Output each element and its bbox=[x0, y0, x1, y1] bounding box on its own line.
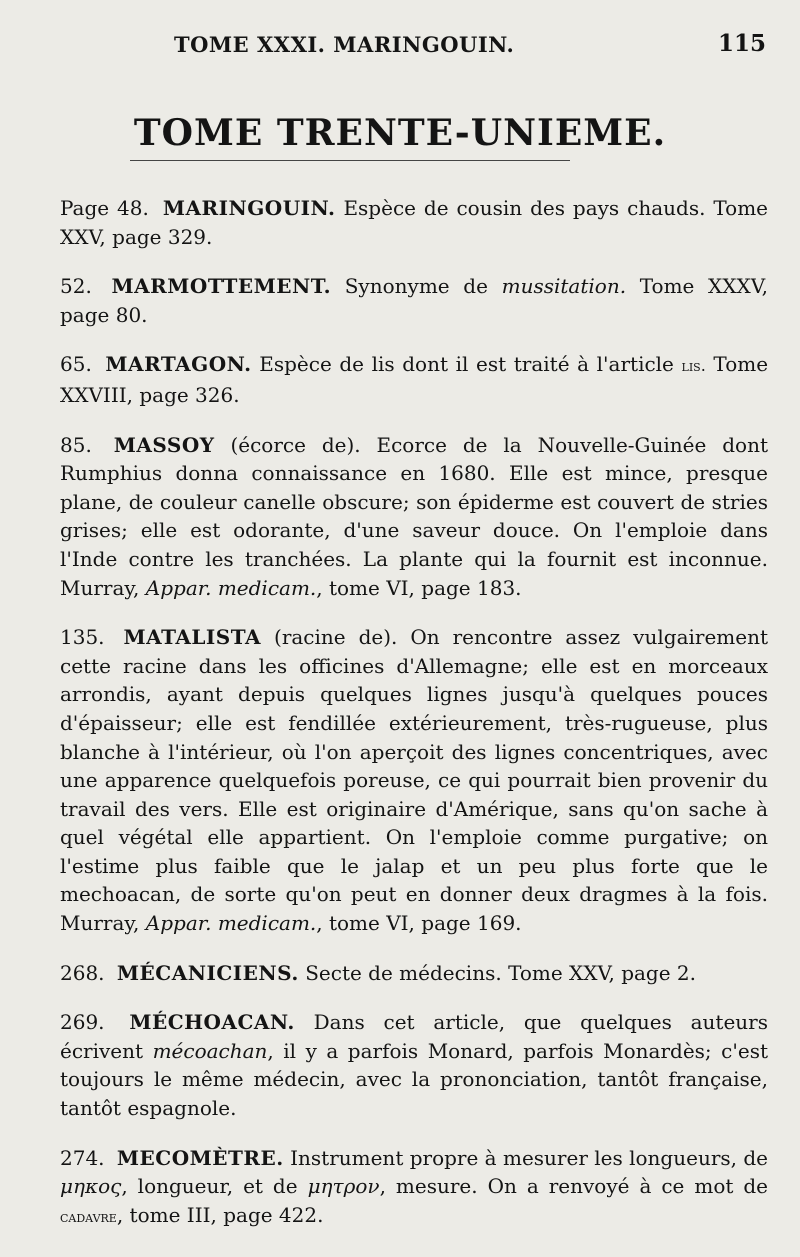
entry-page-ref: 274. bbox=[60, 1145, 105, 1170]
entry-term: MARTAGON. bbox=[105, 352, 252, 377]
entry-text-cont: , mesure. On a renvoyé à ce mot de bbox=[379, 1174, 769, 1199]
entry-smallcaps-ref: cadavre bbox=[60, 1206, 117, 1226]
entry-text-cont: , tome VI, page 183. bbox=[316, 575, 522, 600]
entry-matalista bbox=[40, 623, 768, 938]
entry-italic-citation: Appar. medicam. bbox=[145, 911, 317, 936]
entry-term: MARINGOUIN. bbox=[162, 196, 336, 220]
entry-massoy bbox=[40, 431, 768, 603]
entry-mecometre bbox=[40, 1144, 768, 1232]
entry-page-ref: Page 48. bbox=[60, 196, 149, 220]
entry-text-cont: Tome XXVIII, page 326. bbox=[60, 352, 769, 407]
entry-italic-term: mussitation. bbox=[501, 274, 627, 299]
entry-page-ref: 268. bbox=[60, 960, 105, 985]
entry-text-cont: Tome XXXV, page 80. bbox=[60, 274, 769, 327]
entry-text: Espèce de cousin des pays chauds. Tome XXV, page 329. bbox=[60, 196, 769, 249]
entry-text: Espèce de lis dont il est traité à l'article bbox=[259, 352, 674, 377]
entries-list bbox=[40, 194, 768, 1252]
entry-greek-word: μηκος bbox=[60, 1174, 122, 1199]
entry-text: (racine de). On rencontre assez vulgairement cette racine dans les officines d'Allemagne; elle est en morceaux arrondis, ayant depuis quelques lignes jusqu'à quelques pouces d'épaisseur; elle est fendillée extérieurement, très-rugueuse, plus blanche à l'intérieur, où l'on aperçoit des lignes concentriques, avec une apparence quelquefois poreuse, ce qui pourrait bien provenir du travail des vers. Elle est originaire d'Amérique, sans qu'on sache à quel végétal elle appartient. On l'emploie comme purgative; on l'estime plus faible que le jalap et un peu plus forte que le mechoacan, de sorte qu'on peut en donner deux dragmes à la fois. Murray, bbox=[60, 625, 768, 936]
section-heading: TOME TRENTE-UNIEME. bbox=[133, 112, 667, 154]
heading-rule bbox=[130, 160, 570, 161]
entry-term: MECOMÈTRE. bbox=[116, 1145, 284, 1170]
entry-italic-term: mécoachan bbox=[152, 1038, 268, 1063]
entry-italic-citation: Appar. medicam. bbox=[145, 575, 317, 600]
entry-text-cont: , longueur, et de bbox=[121, 1174, 298, 1199]
page-number: 115 bbox=[717, 30, 766, 57]
entry-page-ref: 269. bbox=[60, 1010, 105, 1035]
entry-text: Dans cet article, que quelques auteurs écrivent bbox=[60, 1010, 769, 1063]
entry-martagon bbox=[40, 350, 768, 409]
entry-text-cont: , tome III, page 422. bbox=[116, 1202, 324, 1227]
entry-marmottement bbox=[40, 272, 768, 329]
entry-mechoacan bbox=[40, 1008, 768, 1122]
entry-page-ref: 135. bbox=[60, 625, 105, 650]
entry-term: MÉCHOACAN. bbox=[129, 1010, 295, 1035]
entry-maringouin bbox=[40, 194, 768, 251]
entry-text-cont: , tome VI, page 169. bbox=[316, 911, 522, 936]
entry-term: MATALISTA bbox=[123, 625, 262, 650]
entry-greek-word: μητρον bbox=[307, 1174, 380, 1199]
entry-page-ref: 85. bbox=[60, 432, 92, 457]
running-head-title: TOME XXXI. MARINGOUIN. bbox=[174, 32, 515, 57]
entry-text: Secte de médecins. Tome XXV, page 2. bbox=[305, 960, 696, 985]
entry-text: Instrument propre à mesurer les longueurs, de bbox=[290, 1145, 769, 1170]
entry-text: (écorce de). Ecorce de la Nouvelle-Guinée dont Rumphius donna connaissance en 1680. Elle est mince, presque plane, de couleur canelle obscure; son épiderme est couvert de stries grises; elle est odorante, d'une saveur douce. On l'emploie dans l'Inde contre les tranchées. La plante qui la fournit est inconnue. Murray, bbox=[60, 432, 769, 600]
entry-page-ref: 65. bbox=[60, 352, 92, 377]
entry-smallcaps-ref: lis. bbox=[681, 356, 706, 376]
running-head bbox=[38, 30, 770, 62]
entry-page-ref: 52. bbox=[60, 274, 92, 299]
entry-term: MÉCANICIENS. bbox=[116, 960, 299, 985]
entry-term: MASSOY bbox=[113, 432, 215, 457]
entry-text-cont: , il y a parfois Monard, parfois Monardès; c'est toujours le même médecin, avec la prononciation, tantôt française, tantôt espagnole. bbox=[60, 1038, 769, 1121]
entry-text: Synonyme de bbox=[344, 274, 488, 299]
entry-term: MARMOTTEMENT. bbox=[111, 274, 332, 299]
entry-mecaniciens bbox=[40, 959, 768, 988]
